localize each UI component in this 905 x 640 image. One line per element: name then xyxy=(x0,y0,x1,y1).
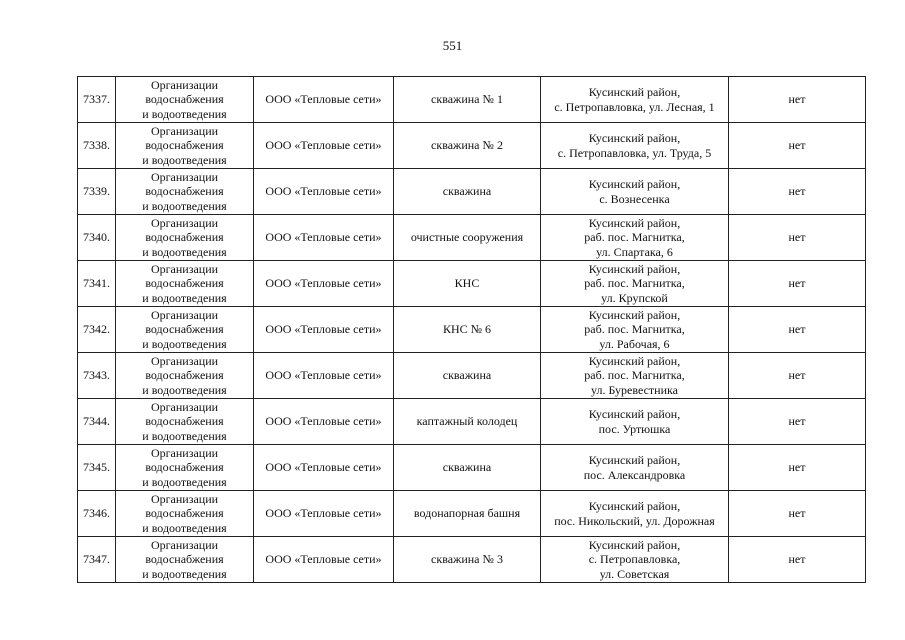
object-cell: КНС xyxy=(394,261,541,307)
org-type-line: Организации xyxy=(150,261,219,276)
status-cell: нет xyxy=(729,261,866,307)
address-cell xyxy=(541,215,729,261)
org-type-line: и водоотведения xyxy=(142,428,227,443)
org-type-line: и водоотведения xyxy=(142,336,227,351)
org-type-cell xyxy=(116,445,254,491)
row-number-cell: 7347. xyxy=(78,537,116,583)
status-cell: нет xyxy=(729,353,866,399)
address-line: раб. пос. Магнитка, xyxy=(584,322,685,337)
owner-cell: ООО «Тепловые сети» xyxy=(254,261,394,307)
table-row xyxy=(78,491,866,537)
address-line: Кусинский район, xyxy=(588,215,681,230)
row-number-cell: 7340. xyxy=(78,215,116,261)
table-row xyxy=(78,307,866,353)
page-number: 551 xyxy=(442,38,463,53)
status-cell: нет xyxy=(729,307,866,353)
org-type-line: и водоотведения xyxy=(142,382,227,397)
org-type-cell xyxy=(116,169,254,215)
owner-cell: ООО «Тепловые сети» xyxy=(254,169,394,215)
address-line: Кусинский район, xyxy=(588,353,681,368)
org-type-line: и водоотведения xyxy=(142,198,227,213)
org-type-line: и водоотведения xyxy=(142,152,227,167)
table-row xyxy=(78,123,866,169)
owner-cell: ООО «Тепловые сети» xyxy=(254,537,394,583)
registry-table xyxy=(77,76,866,583)
status-cell: нет xyxy=(729,399,866,445)
object-cell: очистные сооружения xyxy=(394,215,541,261)
address-line: с. Вознесенка xyxy=(599,191,670,206)
status-cell: нет xyxy=(729,215,866,261)
owner-cell: ООО «Тепловые сети» xyxy=(254,491,394,537)
object-cell: водонапорная башня xyxy=(394,491,541,537)
address-cell xyxy=(541,399,729,445)
address-line: ул. Буревестника xyxy=(591,382,678,397)
address-line: ул. Спартака, 6 xyxy=(596,244,673,259)
org-type-line: водоснабжения xyxy=(145,368,224,383)
org-type-line: водоснабжения xyxy=(145,92,224,107)
table-row xyxy=(78,215,866,261)
address-line: Кусинский район, xyxy=(588,407,681,421)
org-type-line: Организации xyxy=(150,399,219,414)
status-cell: нет xyxy=(729,537,866,583)
org-type-line: Организации xyxy=(150,77,219,92)
org-type-line: и водоотведения xyxy=(142,520,227,535)
org-type-line: и водоотведения xyxy=(142,566,227,581)
table-row xyxy=(78,537,866,583)
status-cell: нет xyxy=(729,123,866,169)
org-type-line: водоснабжения xyxy=(145,138,224,153)
status-cell: нет xyxy=(729,445,866,491)
row-number-cell: 7345. xyxy=(78,445,116,491)
table-row xyxy=(78,261,866,307)
org-type-cell xyxy=(116,215,254,261)
org-type-line: Организации xyxy=(150,353,219,368)
org-type-line: водоснабжения xyxy=(145,506,224,521)
address-cell xyxy=(541,123,729,169)
row-number-cell: 7344. xyxy=(78,399,116,445)
object-cell: скважина xyxy=(394,445,541,491)
org-type-line: и водоотведения xyxy=(142,106,227,121)
org-type-line: и водоотведения xyxy=(142,474,227,489)
status-cell: нет xyxy=(729,77,866,123)
table-row xyxy=(78,353,866,399)
owner-cell: ООО «Тепловые сети» xyxy=(254,353,394,399)
org-type-line: Организации xyxy=(150,123,219,138)
owner-cell: ООО «Тепловые сети» xyxy=(254,307,394,353)
table-row xyxy=(78,77,866,123)
address-line: Кусинский район, xyxy=(588,453,681,467)
org-type-line: Организации xyxy=(150,169,219,184)
address-line: ул. Рабочая, 6 xyxy=(599,336,670,351)
owner-cell: ООО «Тепловые сети» xyxy=(254,445,394,491)
org-type-line: Организации xyxy=(150,307,219,322)
address-line: Кусинский район, xyxy=(588,499,681,513)
address-line: Кусинский район, xyxy=(588,307,681,322)
org-type-line: и водоотведения xyxy=(142,244,227,259)
address-line: с. Петропавловка, ул. Труда, 5 xyxy=(557,145,712,160)
address-line: ул. Крупской xyxy=(601,290,668,305)
org-type-cell xyxy=(116,353,254,399)
org-type-cell xyxy=(116,77,254,123)
org-type-line: водоснабжения xyxy=(145,276,224,291)
status-cell: нет xyxy=(729,491,866,537)
row-number-cell: 7337. xyxy=(78,77,116,123)
address-line: Кусинский район, xyxy=(588,261,681,276)
org-type-cell xyxy=(116,261,254,307)
address-line: Кусинский район, xyxy=(588,85,681,99)
address-line: пос. Никольский, ул. Дорожная xyxy=(554,513,715,528)
table-row xyxy=(78,445,866,491)
object-cell: скважина xyxy=(394,353,541,399)
status-cell: нет xyxy=(729,169,866,215)
address-line: Кусинский район, xyxy=(588,131,681,145)
row-number-cell: 7346. xyxy=(78,491,116,537)
row-number-cell: 7343. xyxy=(78,353,116,399)
address-line: с. Петропавловка, xyxy=(588,552,681,567)
org-type-line: Организации xyxy=(150,445,219,460)
owner-cell: ООО «Тепловые сети» xyxy=(254,77,394,123)
address-cell xyxy=(541,261,729,307)
registry-table-body xyxy=(78,77,866,583)
org-type-line: водоснабжения xyxy=(145,414,224,429)
org-type-cell xyxy=(116,537,254,583)
row-number-cell: 7341. xyxy=(78,261,116,307)
row-number-cell: 7339. xyxy=(78,169,116,215)
org-type-line: водоснабжения xyxy=(145,230,224,245)
row-number-cell: 7342. xyxy=(78,307,116,353)
address-cell xyxy=(541,537,729,583)
object-cell: каптажный колодец xyxy=(394,399,541,445)
address-cell xyxy=(541,77,729,123)
address-cell xyxy=(541,353,729,399)
owner-cell: ООО «Тепловые сети» xyxy=(254,123,394,169)
org-type-cell xyxy=(116,491,254,537)
owner-cell: ООО «Тепловые сети» xyxy=(254,215,394,261)
address-cell xyxy=(541,307,729,353)
owner-cell: ООО «Тепловые сети» xyxy=(254,399,394,445)
address-line: с. Петропавловка, ул. Лесная, 1 xyxy=(554,99,715,114)
object-cell: скважина № 1 xyxy=(394,77,541,123)
address-line: раб. пос. Магнитка, xyxy=(584,276,685,291)
row-number-cell: 7338. xyxy=(78,123,116,169)
org-type-line: Организации xyxy=(150,537,219,552)
org-type-line: водоснабжения xyxy=(145,460,224,475)
org-type-line: водоснабжения xyxy=(145,184,224,199)
address-line: ул. Советская xyxy=(599,566,670,581)
object-cell: скважина № 2 xyxy=(394,123,541,169)
address-line: раб. пос. Магнитка, xyxy=(584,230,685,245)
address-line: пос. Александровка xyxy=(583,467,686,482)
org-type-cell xyxy=(116,307,254,353)
address-line: раб. пос. Магнитка, xyxy=(584,368,685,383)
object-cell: скважина № 3 xyxy=(394,537,541,583)
address-cell xyxy=(541,169,729,215)
address-line: Кусинский район, xyxy=(588,177,681,191)
org-type-line: водоснабжения xyxy=(145,322,224,337)
table-row xyxy=(78,169,866,215)
address-cell xyxy=(541,445,729,491)
org-type-line: Организации xyxy=(150,491,219,506)
table-row xyxy=(78,399,866,445)
object-cell: скважина xyxy=(394,169,541,215)
address-cell xyxy=(541,491,729,537)
org-type-cell xyxy=(116,123,254,169)
object-cell: КНС № 6 xyxy=(394,307,541,353)
org-type-line: водоснабжения xyxy=(145,552,224,567)
address-line: пос. Уртюшка xyxy=(598,421,671,436)
org-type-line: и водоотведения xyxy=(142,290,227,305)
org-type-cell xyxy=(116,399,254,445)
org-type-line: Организации xyxy=(150,215,219,230)
address-line: Кусинский район, xyxy=(588,537,681,552)
